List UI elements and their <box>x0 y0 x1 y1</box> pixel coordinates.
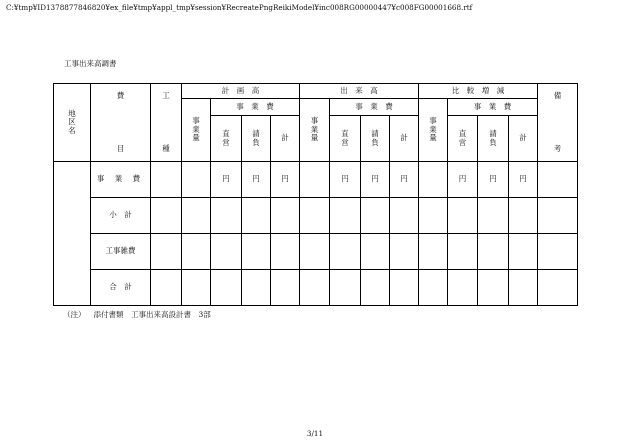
actual-contract: 請 負 <box>361 116 390 162</box>
unit-yen: 円 <box>242 162 271 198</box>
table-cell <box>151 270 182 306</box>
plan-direct: 直 営 <box>211 116 242 162</box>
table-cell <box>151 198 182 234</box>
diff-cost: 事 業 費 <box>448 99 538 116</box>
diff-total: 計 <box>509 116 538 162</box>
actual-volume: 事 業 量 <box>300 99 330 162</box>
table-cell <box>271 270 300 306</box>
table-cell <box>509 234 538 270</box>
note-text: 添付書類 工事出来高設計書 3部 <box>93 310 211 319</box>
unit-yen: 円 <box>361 162 390 198</box>
table-cell <box>271 198 300 234</box>
table-cell <box>538 162 578 198</box>
progress-table <box>53 83 578 306</box>
header-item: 費 目 <box>91 84 151 162</box>
table-cell <box>182 270 211 306</box>
diff-direct: 直 営 <box>448 116 478 162</box>
table-cell <box>300 270 330 306</box>
unit-yen: 円 <box>509 162 538 198</box>
table-cell <box>271 234 300 270</box>
region-cell <box>54 162 91 306</box>
table-cell <box>419 162 448 198</box>
table-cell <box>300 198 330 234</box>
table-cell <box>242 270 271 306</box>
table-cell <box>419 270 448 306</box>
table-cell <box>390 198 419 234</box>
table-cell <box>478 270 509 306</box>
plan-cost: 事 業 費 <box>211 99 300 116</box>
row-label-subtotal: 小 計 <box>91 198 151 234</box>
table-cell <box>361 198 390 234</box>
row-label-misc-cost: 工事雑費 <box>91 234 151 270</box>
diff-volume: 事 業 量 <box>419 99 448 162</box>
table-cell <box>330 234 361 270</box>
table-cell <box>151 162 182 198</box>
table-cell <box>182 162 211 198</box>
unit-yen: 円 <box>448 162 478 198</box>
table-cell <box>478 198 509 234</box>
table-cell <box>390 270 419 306</box>
document-title: 工事出来高調書 <box>64 59 117 68</box>
unit-yen: 円 <box>390 162 419 198</box>
footnote <box>63 309 219 320</box>
table-cell <box>448 198 478 234</box>
actual-total: 計 <box>390 116 419 162</box>
header-remarks: 備 考 <box>538 84 578 162</box>
table-cell <box>211 234 242 270</box>
unit-yen: 円 <box>211 162 242 198</box>
table-cell <box>242 234 271 270</box>
table-cell <box>182 198 211 234</box>
row-label-total: 合 計 <box>91 270 151 306</box>
note-mark: （注） <box>63 310 86 319</box>
table-cell <box>448 234 478 270</box>
table-cell <box>361 234 390 270</box>
table-cell <box>538 270 578 306</box>
file-path-header: C:¥tmp¥ID1378877846820¥ex_file¥tmp¥appl_tmp¥session¥RecreatePngReikiModel¥inc008RG00000447¥c008FG00001668.rtf <box>6 3 473 12</box>
group-actual: 出 来 高 <box>300 84 419 99</box>
table-cell <box>478 234 509 270</box>
table-cell <box>330 198 361 234</box>
table-cell <box>390 234 419 270</box>
table-cell <box>211 198 242 234</box>
unit-yen: 円 <box>271 162 300 198</box>
page-number: 3/11 <box>306 429 324 438</box>
table-cell <box>182 234 211 270</box>
table-cell <box>419 234 448 270</box>
plan-total: 計 <box>271 116 300 162</box>
table-cell <box>361 270 390 306</box>
table-cell <box>151 234 182 270</box>
table-cell <box>509 270 538 306</box>
table-cell <box>419 198 448 234</box>
header-type: 工 種 <box>151 84 182 162</box>
unit-yen: 円 <box>478 162 509 198</box>
group-plan: 計 画 高 <box>182 84 300 99</box>
table-cell <box>242 198 271 234</box>
group-diff: 比 較 増 減 <box>419 84 538 99</box>
plan-contract: 請 負 <box>242 116 271 162</box>
plan-volume: 事 業 量 <box>182 99 211 162</box>
table-cell <box>509 198 538 234</box>
diff-contract: 請 負 <box>478 116 509 162</box>
actual-direct: 直 営 <box>330 116 361 162</box>
table-cell <box>300 234 330 270</box>
row-label-business-cost: 事 業 費 <box>91 162 151 198</box>
table-cell <box>300 162 330 198</box>
actual-cost: 事 業 費 <box>330 99 419 116</box>
table-cell <box>448 270 478 306</box>
table-cell <box>330 270 361 306</box>
header-region: 地 区 名 <box>54 84 91 162</box>
unit-yen: 円 <box>330 162 361 198</box>
table-cell <box>538 198 578 234</box>
table-cell <box>211 270 242 306</box>
table-cell <box>538 234 578 270</box>
